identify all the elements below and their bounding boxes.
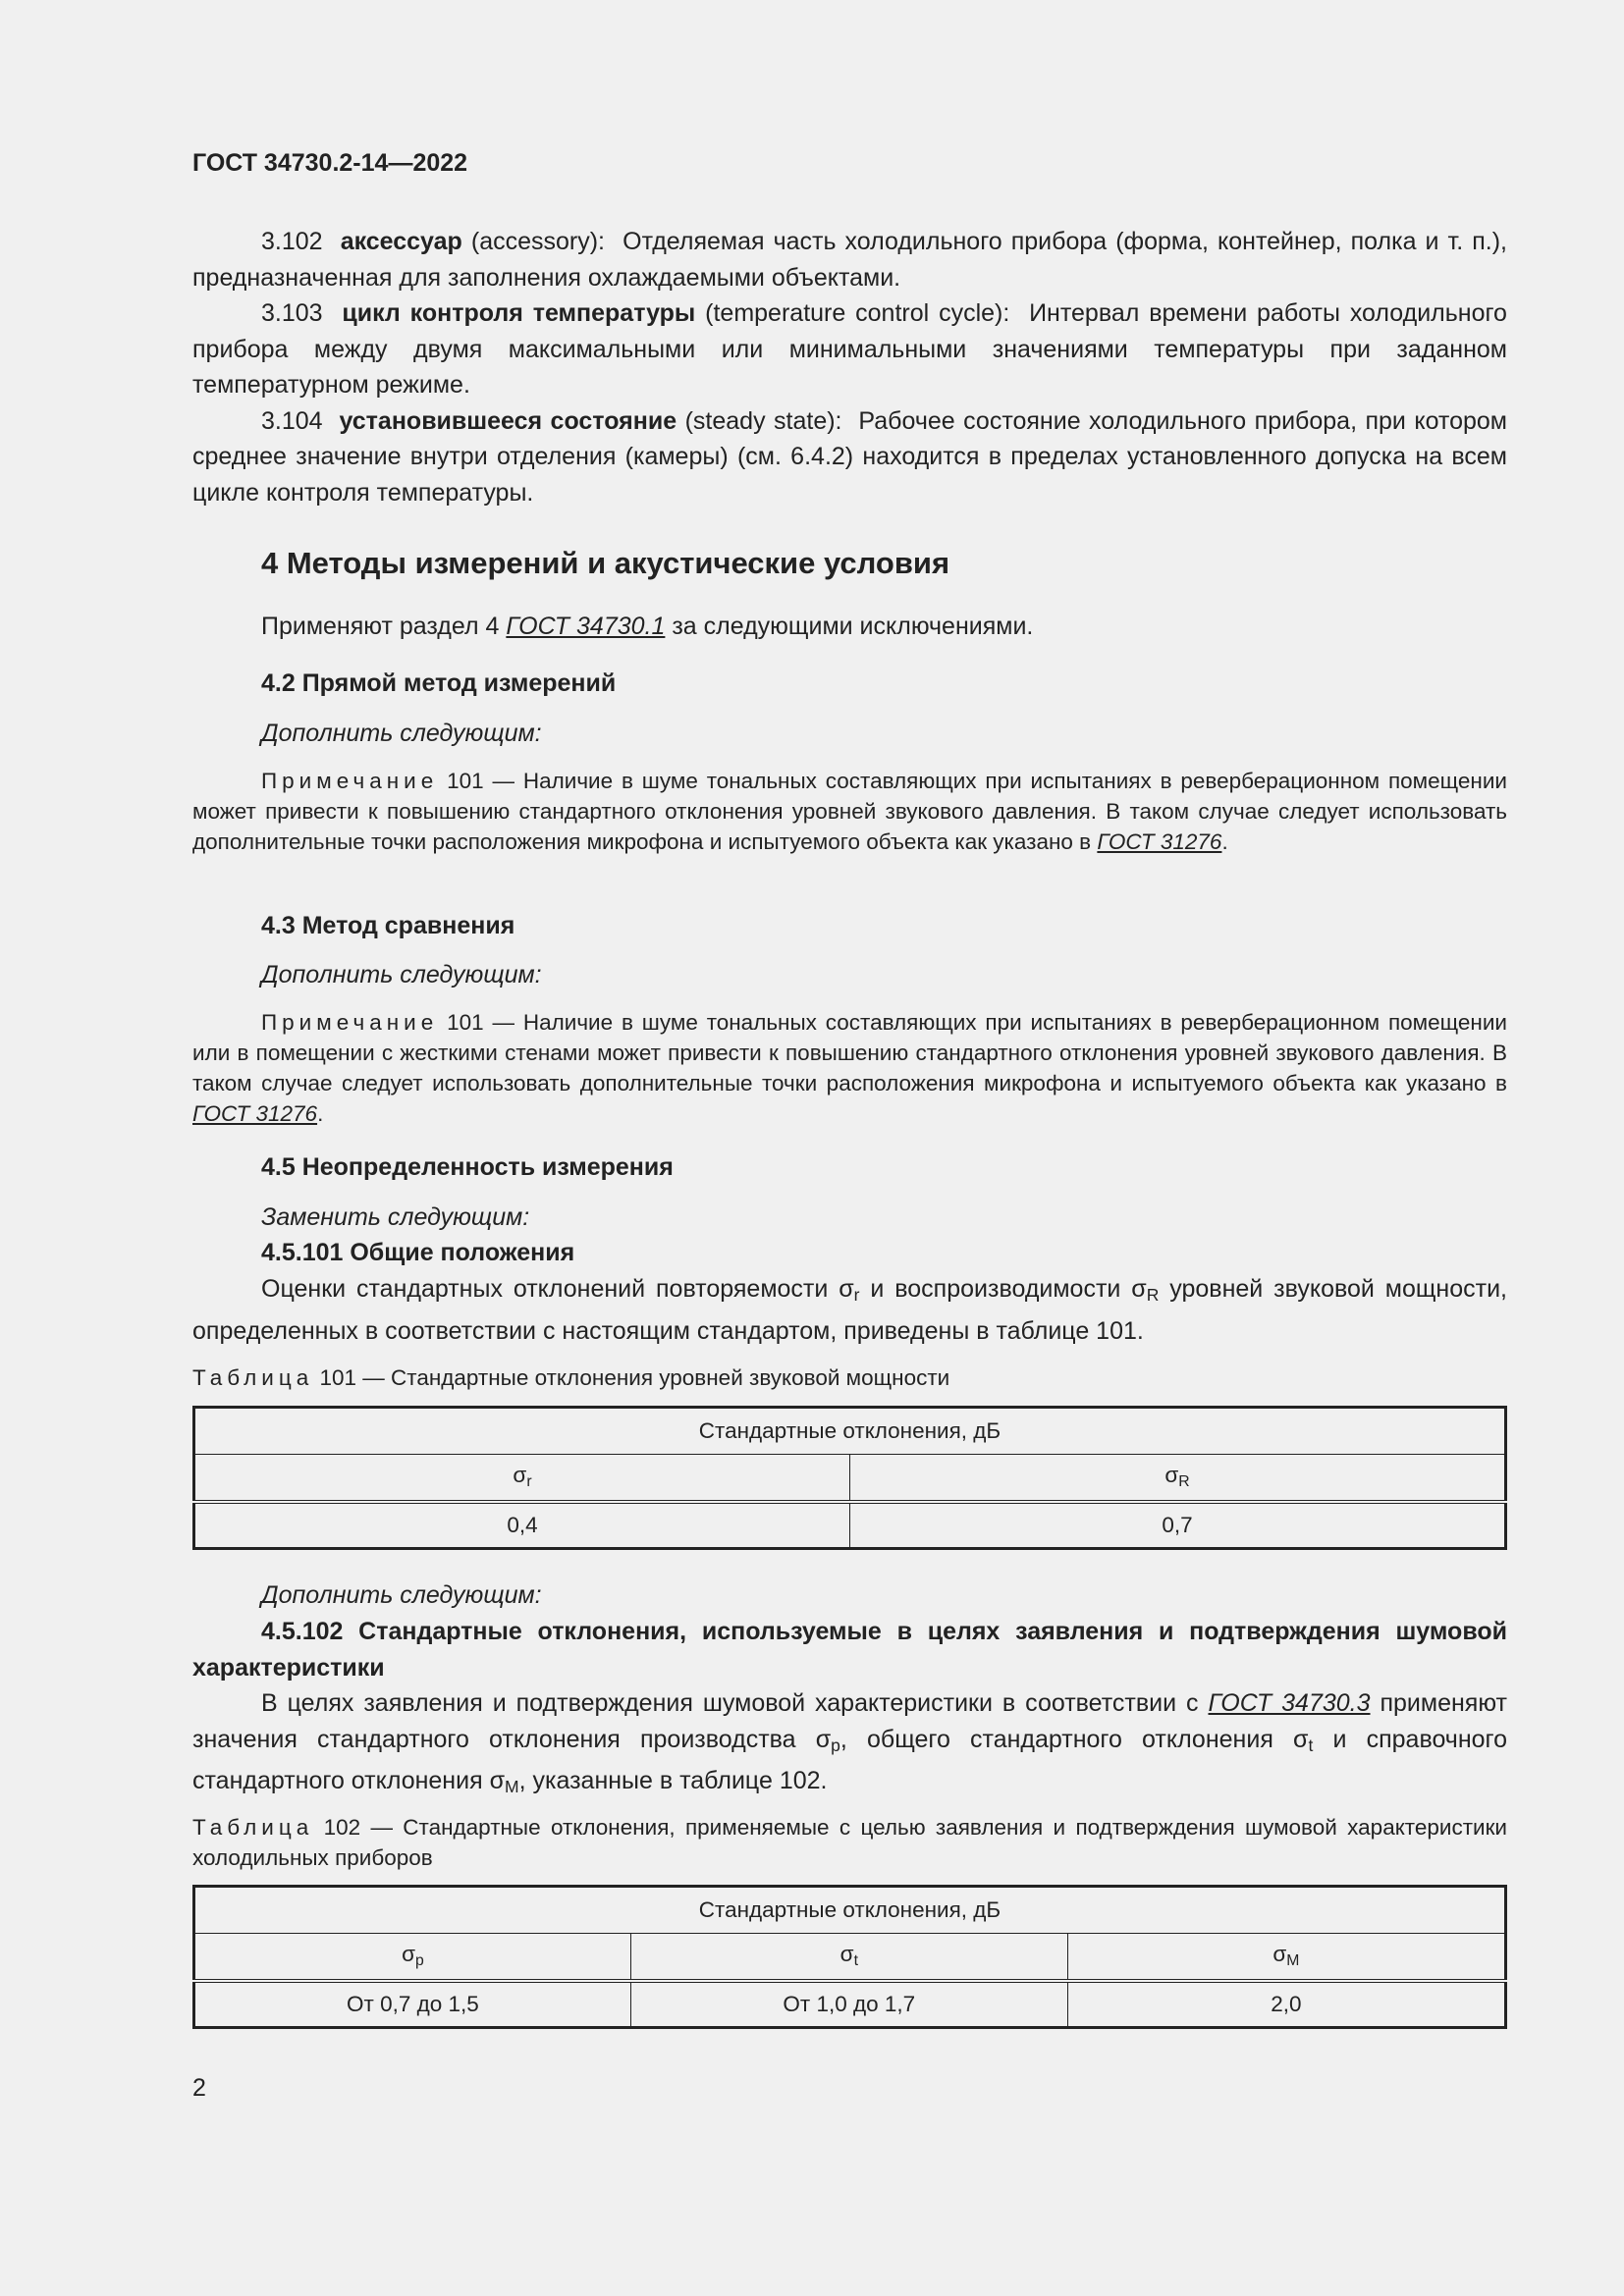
table-row [194, 1981, 1506, 2028]
section-4-5-replace: Заменить следующим: [261, 1203, 530, 1231]
section-4-5-102-text: В целях заявления и подтверждения шумовой характеристики в соответствии с ГОСТ 34730.3 применяют значения стандартного отклонения производства $\sigma_p$, общего стандартного отклонения $\sigma_t$ и справочного стандартного отклонения $\sigma_M$, указанные в таблице 102. [192, 1689, 1508, 1796]
section-4-5-add: Дополнить следующим: [261, 1581, 542, 1609]
table-row [194, 1455, 1506, 1502]
section-4-5-title: 4.5 Неопределенность измерения [261, 1153, 674, 1181]
column-header: $\sigma_r$ [194, 1455, 850, 1502]
section-4-title: 4 Методы измерений и акустические условия [261, 546, 950, 580]
section-4-2-add: Дополнить следующим: [261, 720, 542, 747]
table-cell: От 0,7 до 1,5 [194, 1981, 631, 2028]
table-row [194, 1934, 1506, 1981]
table-102-caption: Таблица 102 — Стандартные отклонения, применяемые с целью заявления и подтверждения шумовой характеристики холодильных приборов [192, 1815, 1507, 1870]
table-cell: 0,4 [194, 1502, 850, 1549]
definition-3-103: 3.103 цикл контроля температуры (temperature control cycle): Интервал времени работы холодильного прибора между двумя максимальными или минимальными значениями температуры при заданном температурном режиме. [192, 299, 1507, 399]
gost-31276-link[interactable]: ГОСТ 31276 [1097, 829, 1222, 854]
page-number: 2 [192, 2074, 206, 2102]
section-4-3-add: Дополнить следующим: [261, 961, 542, 988]
column-header: $\sigma_M$ [1067, 1934, 1505, 1981]
definition-3-102: 3.102 аксессуар (accessory): Отделяемая часть холодильного прибора (форма, контейнер, полка и т. п.), предназначенная для заполнения охлаждаемыми объектами. [192, 228, 1507, 292]
table-header: Стандартные отклонения, дБ [194, 1408, 1506, 1455]
section-4-3-note: Примечание 101 — Наличие в шуме тональных составляющих при испытаниях в реверберационном помещении или в помещении с жесткими стенами может привести к повышению стандартного отклонения уровней звукового давления. В таком случае следует использовать дополнительные точки расположения микрофона и испытуемого объекта как указано в ГОСТ 31276. [192, 1010, 1507, 1126]
gost-34730-3-link[interactable]: ГОСТ 34730.3 [1208, 1689, 1371, 1717]
table-row [194, 1502, 1506, 1549]
section-4-5-101-text: Оценки стандартных отклонений повторяемости $\sigma_r$ и воспроизводимости $\sigma_R$ уровней звуковой мощности, определенных в соответствии с настоящим стандартом, приведены в таблице 101. [192, 1275, 1507, 1345]
definition-3-104: 3.104 установившееся состояние (steady state): Рабочее состояние холодильного прибора, при котором среднее значение внутри отделения (камеры) (см. 6.4.2) находится в пределах установленного допуска на всем цикле контроля температуры. [192, 406, 1507, 507]
column-header: $\sigma_t$ [630, 1934, 1067, 1981]
table-cell: 2,0 [1067, 1981, 1505, 2028]
table-cell: 0,7 [850, 1502, 1506, 1549]
definitions-block [192, 224, 1507, 510]
gost-34730-1-link[interactable]: ГОСТ 34730.1 [506, 613, 666, 640]
table-cell: От 1,0 до 1,7 [630, 1981, 1067, 2028]
gost-31276-link[interactable]: ГОСТ 31276 [192, 1101, 318, 1126]
section-4-3-title: 4.3 Метод сравнения [261, 912, 515, 939]
column-header: $\sigma_p$ [194, 1934, 631, 1981]
table-101 [192, 1406, 1507, 1550]
document-header: ГОСТ 34730.2-14—2022 [192, 149, 468, 177]
section-4-2-title: 4.2 Прямой метод измерений [261, 669, 617, 697]
section-4-5-101-title: 4.5.101 Общие положения [261, 1239, 575, 1266]
table-101-caption: Таблица 101 — Стандартные отклонения уровней звуковой мощности [192, 1365, 950, 1390]
section-4-intro: Применяют раздел 4 ГОСТ 34730.1 за следующими исключениями. [261, 613, 1034, 640]
table-102 [192, 1885, 1507, 2029]
section-4-2-note: Примечание 101 — Наличие в шуме тональных составляющих при испытаниях в реверберационном помещении может привести к повышению стандартного отклонения уровней звукового давления. В таком случае следует использовать дополнительные точки расположения микрофона и испытуемого объекта как указано в ГОСТ 31276. [192, 769, 1507, 854]
table-row [194, 1887, 1506, 1934]
section-4-5-102-title: 4.5.102 Стандартные отклонения, используемые в целях заявления и подтверждения шумовой характеристики [192, 1618, 1507, 1682]
table-row [194, 1408, 1506, 1455]
column-header: $\sigma_R$ [850, 1455, 1506, 1502]
table-header: Стандартные отклонения, дБ [194, 1887, 1506, 1934]
